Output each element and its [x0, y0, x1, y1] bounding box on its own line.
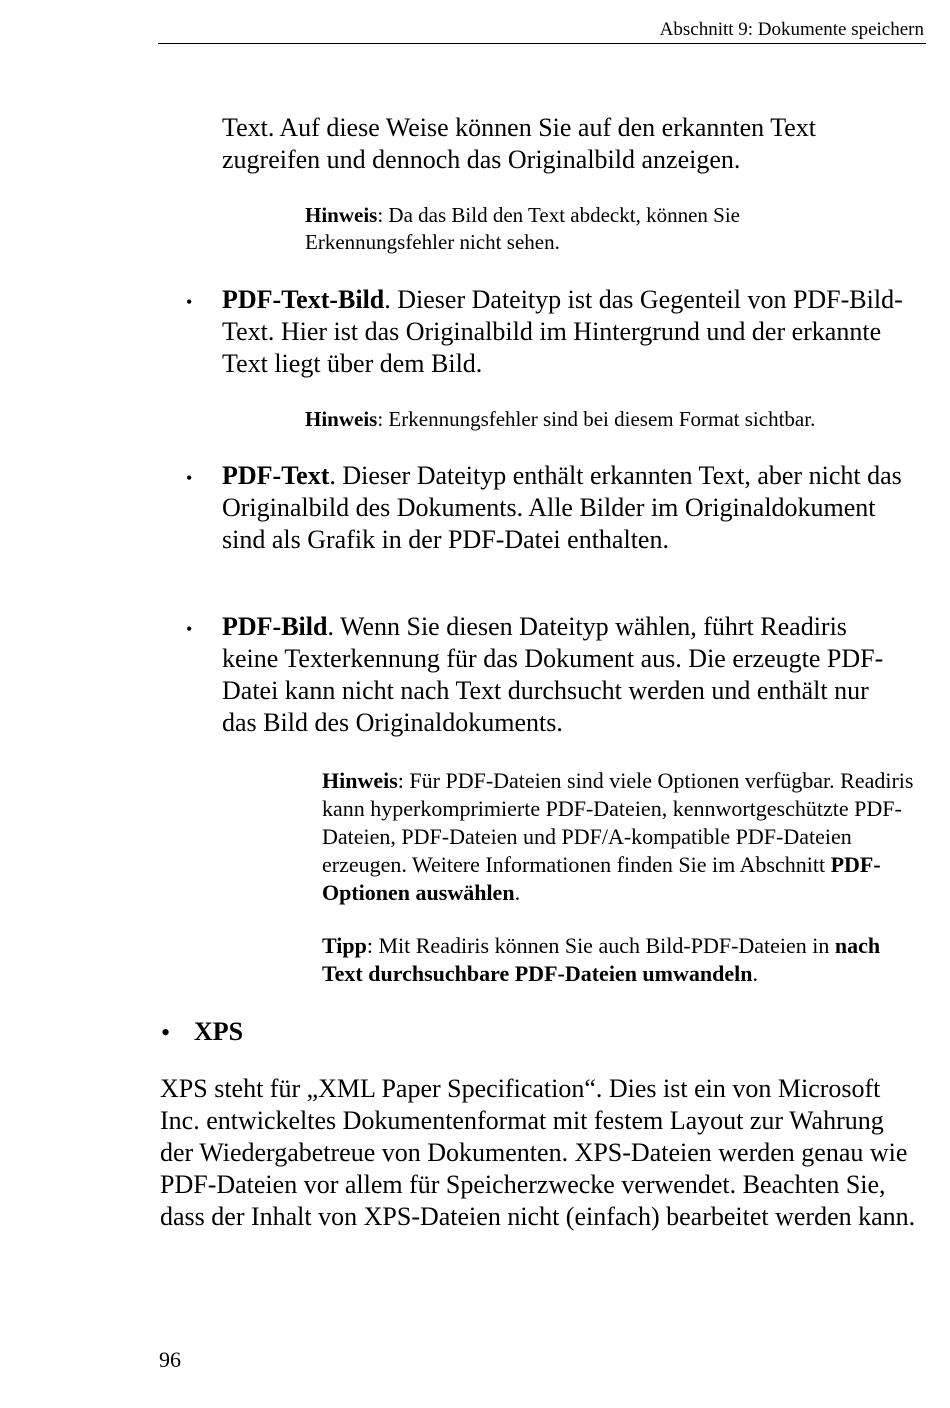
- intro-paragraph: Text. Auf diese Weise können Sie auf den erkannten Text zugreifen und dennoch das Originalbild anzeigen.: [222, 113, 817, 174]
- note-text: : Für PDF-Dateien sind viele Optionen verfügbar. Readiris kann hyperkomprimierte PDF-Dateien, kennwortgeschützte PDF-Dateien, PDF-Dateien und PDF/A-kompatible PDF-Dateien erzeugen. Weitere Informationen finden Sie im Abschnitt: [322, 768, 914, 877]
- tip-note: [322, 932, 922, 988]
- tip-text: : Mit Readiris können Sie auch Bild-PDF-Dateien in: [366, 933, 835, 958]
- list-item-pdf-text: [222, 460, 922, 556]
- header-rule: [158, 43, 926, 44]
- note-text: : Erkennungsfehler sind bei diesem Format sichtbar.: [377, 407, 816, 431]
- list-item-text: . Dieser Dateityp ist das Gegenteil von PDF-Bild-Text. Hier ist das Originalbild im Hintergrund und der erkannte Text liegt über dem Bild.: [222, 285, 903, 378]
- bullet-icon: •: [161, 1018, 171, 1047]
- pdf-text-bild-note: [305, 406, 925, 433]
- pdf-options-note: [322, 767, 922, 907]
- list-item-term: PDF-Bild: [222, 612, 328, 641]
- list-item-pdf-text-bild: [222, 284, 912, 380]
- note-label: Hinweis: [305, 407, 378, 431]
- note-text: : Da das Bild den Text abdeckt, können Sie Erkennungsfehler nicht sehen.: [305, 203, 740, 254]
- pdf-options-link[interactable]: PDF-Optionen auswählen: [322, 852, 881, 905]
- list-item-pdf-bild: [222, 611, 902, 739]
- note-end: .: [514, 880, 521, 905]
- note-label: Hinweis: [322, 768, 398, 793]
- xps-heading: XPS: [194, 1017, 244, 1046]
- list-item-text: . Wenn Sie diesen Dateityp wählen, führt Readiris keine Texterkennung für das Dokument aus. Die erzeugte PDF-Datei kann nicht nach Text durchsucht werden und enthält nur das Bild des Originaldokuments.: [222, 612, 884, 737]
- note-label: Hinweis: [305, 203, 378, 227]
- section-header: Abschnitt 9: Dokumente speichern: [659, 19, 924, 40]
- bullet-icon: •: [186, 292, 193, 312]
- list-item-term: PDF-Text: [222, 461, 330, 490]
- list-item-text: . Dieser Dateityp enthält erkannten Text, aber nicht das Originalbild des Dokuments. Alle Bilder im Originaldokument sind als Grafik in der PDF-Datei enthalten.: [222, 461, 902, 554]
- page-number: 96: [159, 1347, 181, 1372]
- list-item-term: PDF-Text-Bild: [222, 285, 385, 314]
- intro-note: [305, 202, 875, 256]
- bullet-icon: •: [186, 468, 193, 488]
- xps-paragraph: XPS steht für „XML Paper Specification“. Dies ist ein von Microsoft Inc. entwickeltes Dokumentenformat mit festem Layout zur Wahrung der Wiedergabetreue von Dokumenten. XPS-Dateien werden genau wie PDF-Dateien vor allem für Speicherzwecke verwendet. Beachten Sie, dass der Inhalt von XPS-Dateien nicht (einfach) bearbeitet werden kann.: [160, 1074, 916, 1231]
- tip-label: Tipp: [322, 933, 367, 958]
- tip-end: .: [752, 961, 758, 986]
- bullet-icon: •: [186, 619, 193, 639]
- searchable-pdf-link[interactable]: nach Text durchsuchbare PDF-Dateien umwandeln: [322, 933, 881, 986]
